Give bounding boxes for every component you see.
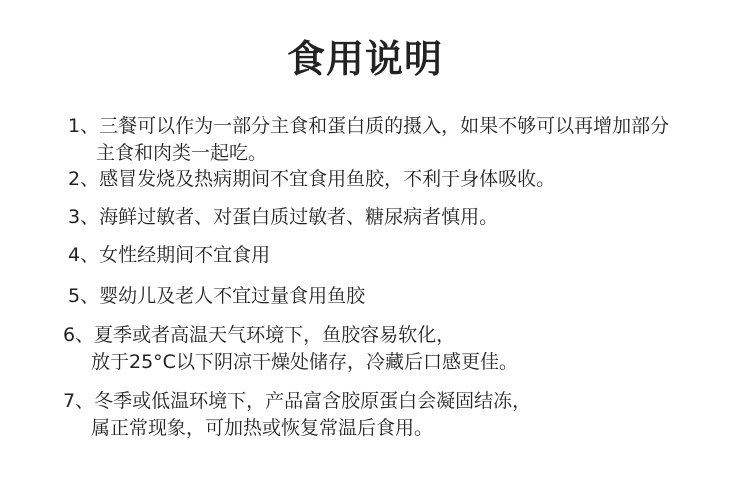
instruction-item-3 bbox=[68, 204, 498, 231]
instruction-line: 7、冬季或低温环境下，产品富含胶原蛋白会凝固结冻， bbox=[63, 390, 532, 412]
instruction-item-1 bbox=[68, 113, 669, 167]
instruction-line-continuation: 主食和肉类一起吃。 bbox=[96, 142, 268, 164]
instruction-line-continuation: 属正常现象，可加热或恢复常温后食用。 bbox=[91, 417, 434, 439]
instruction-item-2 bbox=[68, 166, 555, 193]
instruction-item-6 bbox=[63, 322, 518, 376]
instruction-line: 5、婴幼儿及老人不宜过量食用鱼胶 bbox=[68, 285, 366, 307]
instruction-item-5 bbox=[68, 283, 365, 310]
instruction-line: 6、夏季或者高温天气环境下，鱼胶容易软化， bbox=[63, 324, 456, 346]
instruction-line: 1、三餐可以作为一部分主食和蛋白质的摄入，如果不够可以再增加部分 bbox=[68, 115, 670, 137]
instruction-line: 3、海鲜过敏者、对蛋白质过敏者、糖尿病者慎用。 bbox=[68, 206, 499, 228]
instruction-item-4 bbox=[68, 242, 270, 269]
instruction-item-7 bbox=[63, 388, 531, 442]
instruction-line-continuation: 放于25°C以下阴凉干燥处储存，冷藏后口感更佳。 bbox=[91, 351, 518, 373]
instruction-line: 2、感冒发烧及热病期间不宜食用鱼胶，不利于身体吸收。 bbox=[68, 168, 556, 190]
instruction-line: 4、女性经期间不宜食用 bbox=[68, 244, 271, 266]
page-title: 食用说明 bbox=[286, 37, 443, 81]
